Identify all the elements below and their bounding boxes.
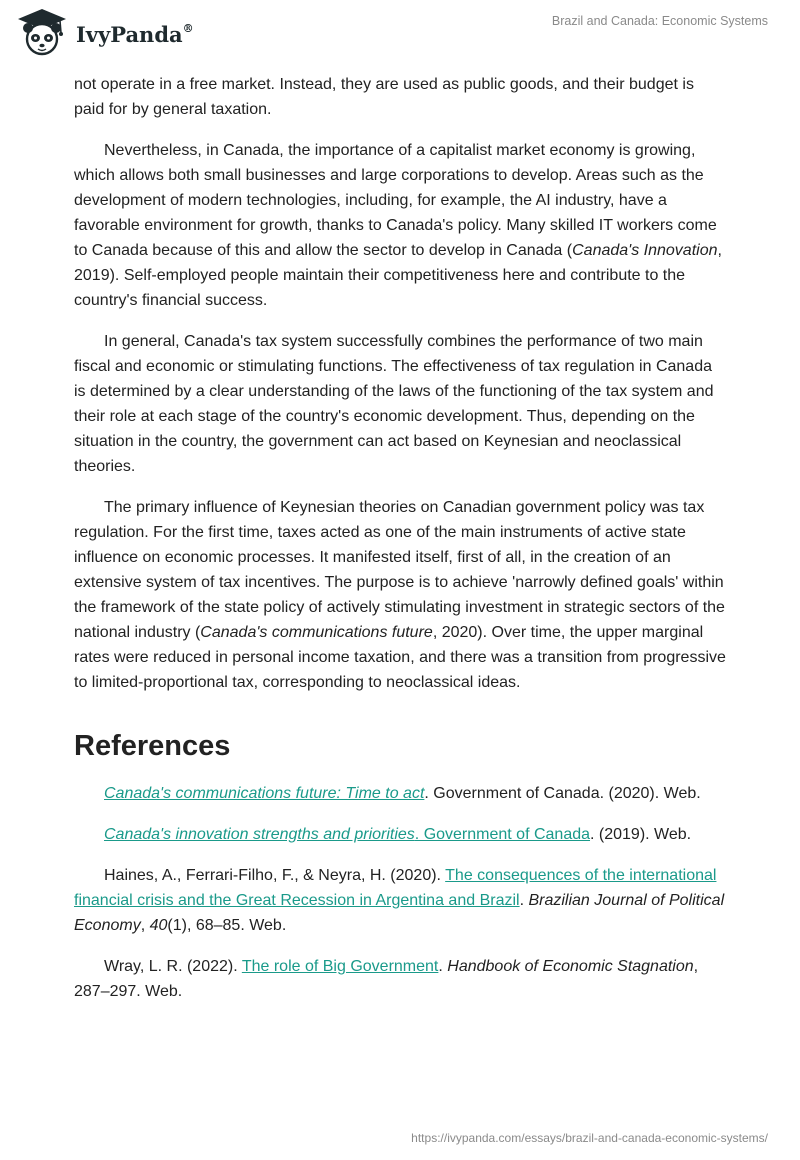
reference-item: Haines, A., Ferrari-Filho, F., & Neyra, H. (2020). The consequences of the international financial crisis and the Great Recession in Argentina and Brazil. Brazilian Journal of Political Economy, 40(1), 68–85. Web. bbox=[74, 867, 725, 934]
article-body bbox=[74, 72, 726, 1020]
paragraph-continuation: not operate in a free market. Instead, they are used as public goods, and their budget is paid for by general taxation. bbox=[74, 76, 694, 118]
reference-link-financial-crisis[interactable]: The consequences of the international financial crisis and the Great Recession in Argentina and Brazil bbox=[74, 867, 717, 909]
document-title: Brazil and Canada: Economic Systems bbox=[551, 14, 768, 28]
citation-communications-future: Canada's communications future bbox=[200, 624, 433, 641]
paragraph-capitalist-market: Nevertheless, in Canada, the importance of a capitalist market economy is growing, which allows both small businesses and large corporations to develop. Areas such as the development of modern technologies, including, for example, the AI industry, have a favorable environment for growth, thanks to Canada's policy. Many skilled IT workers come to Canada because of this and allow the sector to develop in Canada (Canada's Innovation, 2019). Self-employed people maintain their competitiveness here and contribute to the country's financial success. bbox=[74, 142, 722, 309]
reference-link-innovation-strengths[interactable]: Canada's innovation strengths and priorities. Government of Canada bbox=[104, 826, 591, 843]
reference-item: Wray, L. R. (2022). The role of Big Government. Handbook of Economic Stagnation, 287–297. Web. bbox=[74, 958, 699, 1000]
source-url: https://ivypanda.com/essays/brazil-and-canada-economic-systems/ bbox=[411, 1131, 768, 1145]
page-header bbox=[0, 0, 800, 70]
citation-canadas-innovation: Canada's Innovation bbox=[572, 242, 718, 259]
reference-link-big-government[interactable]: The role of Big Government bbox=[241, 958, 439, 975]
reference-link-communications-future[interactable]: Canada's communications future: Time to act bbox=[104, 785, 425, 802]
brand-name: IvyPanda® bbox=[76, 21, 194, 47]
reference-item: Canada's innovation strengths and priorities. Government of Canada. (2019). Web. bbox=[104, 826, 692, 843]
paragraph-tax-system: In general, Canada's tax system successfully combines the performance of two main fiscal and economic or stimulating functions. The effectiveness of tax regulation in Canada is determined by a clear understanding of the laws of the functioning of the tax system and their role at each stage of the country's economic development. Thus, depending on the situation in the country, the government can act based on Keynesian and neoclassical theories. bbox=[74, 333, 714, 475]
reference-item: Canada's communications future: Time to act. Government of Canada. (2020). Web. bbox=[104, 785, 701, 802]
panda-graduate-icon bbox=[14, 6, 70, 58]
paragraph-keynesian-influence: The primary influence of Keynesian theories on Canadian government policy was tax regulation. For the first time, taxes acted as one of the main instruments of active state influence on economic processes. It manifested itself, first of all, in the creation of an extensive system of tax incentives. The purpose is to achieve 'narrowly defined goals' within the framework of the state policy of actively stimulating investment in strategic sectors of the national industry (Canada's communications future, 2020). Over time, the upper marginal rates were reduced in personal income taxation, and there was a transition from progressive to limited-proportional tax, corresponding to neoclassical ideas. bbox=[74, 499, 726, 691]
references-heading: References bbox=[74, 730, 231, 762]
brand-logo[interactable] bbox=[14, 6, 194, 58]
